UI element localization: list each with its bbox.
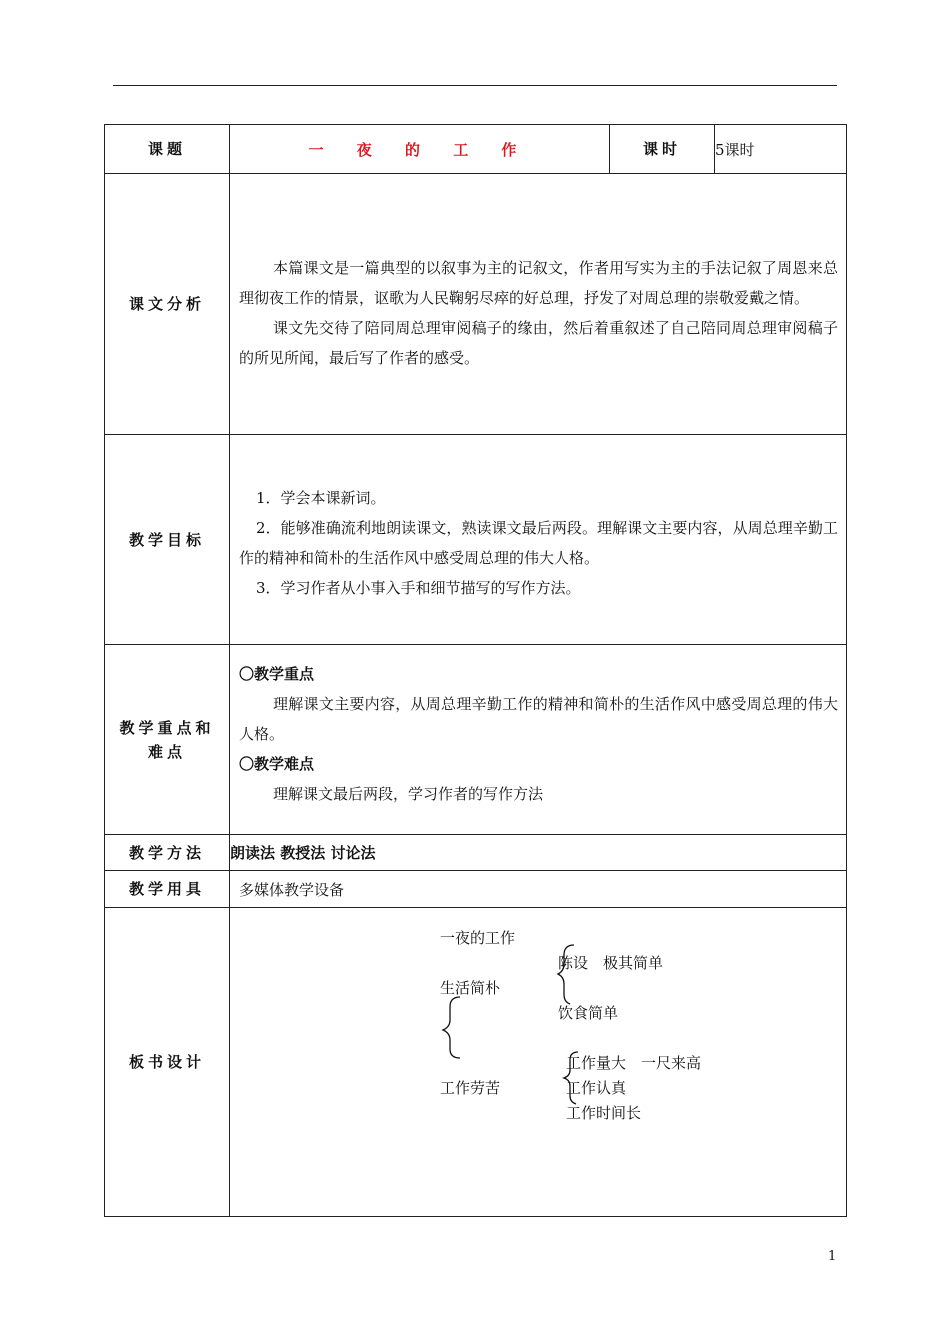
label-objectives: 教学目标: [105, 435, 230, 645]
row-objectives: [105, 435, 847, 645]
label-topic: 课题: [105, 125, 230, 174]
row-board: [105, 908, 847, 1217]
method-value: 朗读法 教授法 讨论法: [230, 835, 847, 871]
board-b1-item1: 陈设 极其简单: [558, 954, 664, 972]
brace-lines: [230, 908, 730, 1216]
row-focus: [105, 645, 847, 835]
lesson-plan-table: [104, 124, 847, 1217]
analysis-paragraph-2: 课文先交待了陪同周总理审阅稿子的缘由，然后着重叙述了自己陪同周总理审阅稿子的所见所闻，最后写了作者的感受。: [239, 319, 838, 367]
board-b1-item2: 饮食简单: [558, 1004, 619, 1022]
label-focus-line1: 教学重点和: [119, 718, 215, 737]
objective-item-2: 2．能够准确流利地朗读课文，熟读课文最后两段。理解课文主要内容，从周总理辛勤工作的精神和简朴的生活作风中感受周总理的伟大人格。: [239, 518, 838, 567]
board-branch1: 生活简朴: [440, 979, 501, 997]
focus-cell: [230, 645, 847, 835]
key-point-title: 〇教学重点: [239, 664, 315, 683]
difficulty-title: 〇教学难点: [239, 754, 315, 773]
header-rule: [113, 85, 837, 86]
label-hours: 课时: [610, 125, 715, 174]
analysis-cell: [230, 174, 847, 435]
row-analysis: [105, 174, 847, 435]
row-tools: [105, 871, 847, 908]
objective-item-3: 3．学习作者从小事入手和细节描写的写作方法。: [256, 578, 581, 597]
tools-value: 多媒体教学设备: [230, 871, 847, 908]
row-topic: [105, 125, 847, 174]
label-method: 教学方法: [105, 835, 230, 871]
label-focus: [105, 645, 230, 835]
lesson-title: 一 夜 的 工 作: [230, 125, 610, 174]
label-tools: 教学用具: [105, 871, 230, 908]
board-cell: [230, 908, 847, 1217]
key-point-text: 理解课文主要内容，从周总理辛勤工作的精神和简朴的生活作风中感受周总理的伟大人格。: [239, 694, 838, 743]
board-b2-item1: 工作量大 一尺来高: [566, 1054, 702, 1072]
analysis-paragraph-1: 本篇课文是一篇典型的以叙事为主的记叙文，作者用写实为主的手法记叙了周恩来总理彻夜工作的情景，讴歌为人民鞠躬尽瘁的好总理，抒发了对周总理的崇敬爱戴之情。: [239, 259, 838, 307]
hours-value: 5课时: [715, 125, 847, 174]
row-method: [105, 835, 847, 871]
brace-icon-small-1: [558, 945, 574, 1004]
label-analysis: 课文分析: [105, 174, 230, 435]
board-b2-item3: 工作时间长: [566, 1104, 642, 1122]
label-focus-line2: 难点: [147, 742, 186, 761]
difficulty-text: 理解课文最后两段，学习作者的写作方法: [273, 784, 544, 803]
board-title: 一夜的工作: [440, 929, 516, 947]
board-design: [230, 908, 846, 1216]
brace-icon-large: [443, 997, 460, 1058]
board-b2-item2: 工作认真: [566, 1079, 627, 1097]
label-board: 板书设计: [105, 908, 230, 1217]
brace-icon-small-2: [564, 1052, 578, 1104]
objective-item-1: 1．学会本课新词。: [256, 488, 386, 507]
board-branch2: 工作劳苦: [440, 1079, 501, 1097]
objectives-cell: [230, 435, 847, 645]
page-number: 1: [828, 1249, 837, 1264]
